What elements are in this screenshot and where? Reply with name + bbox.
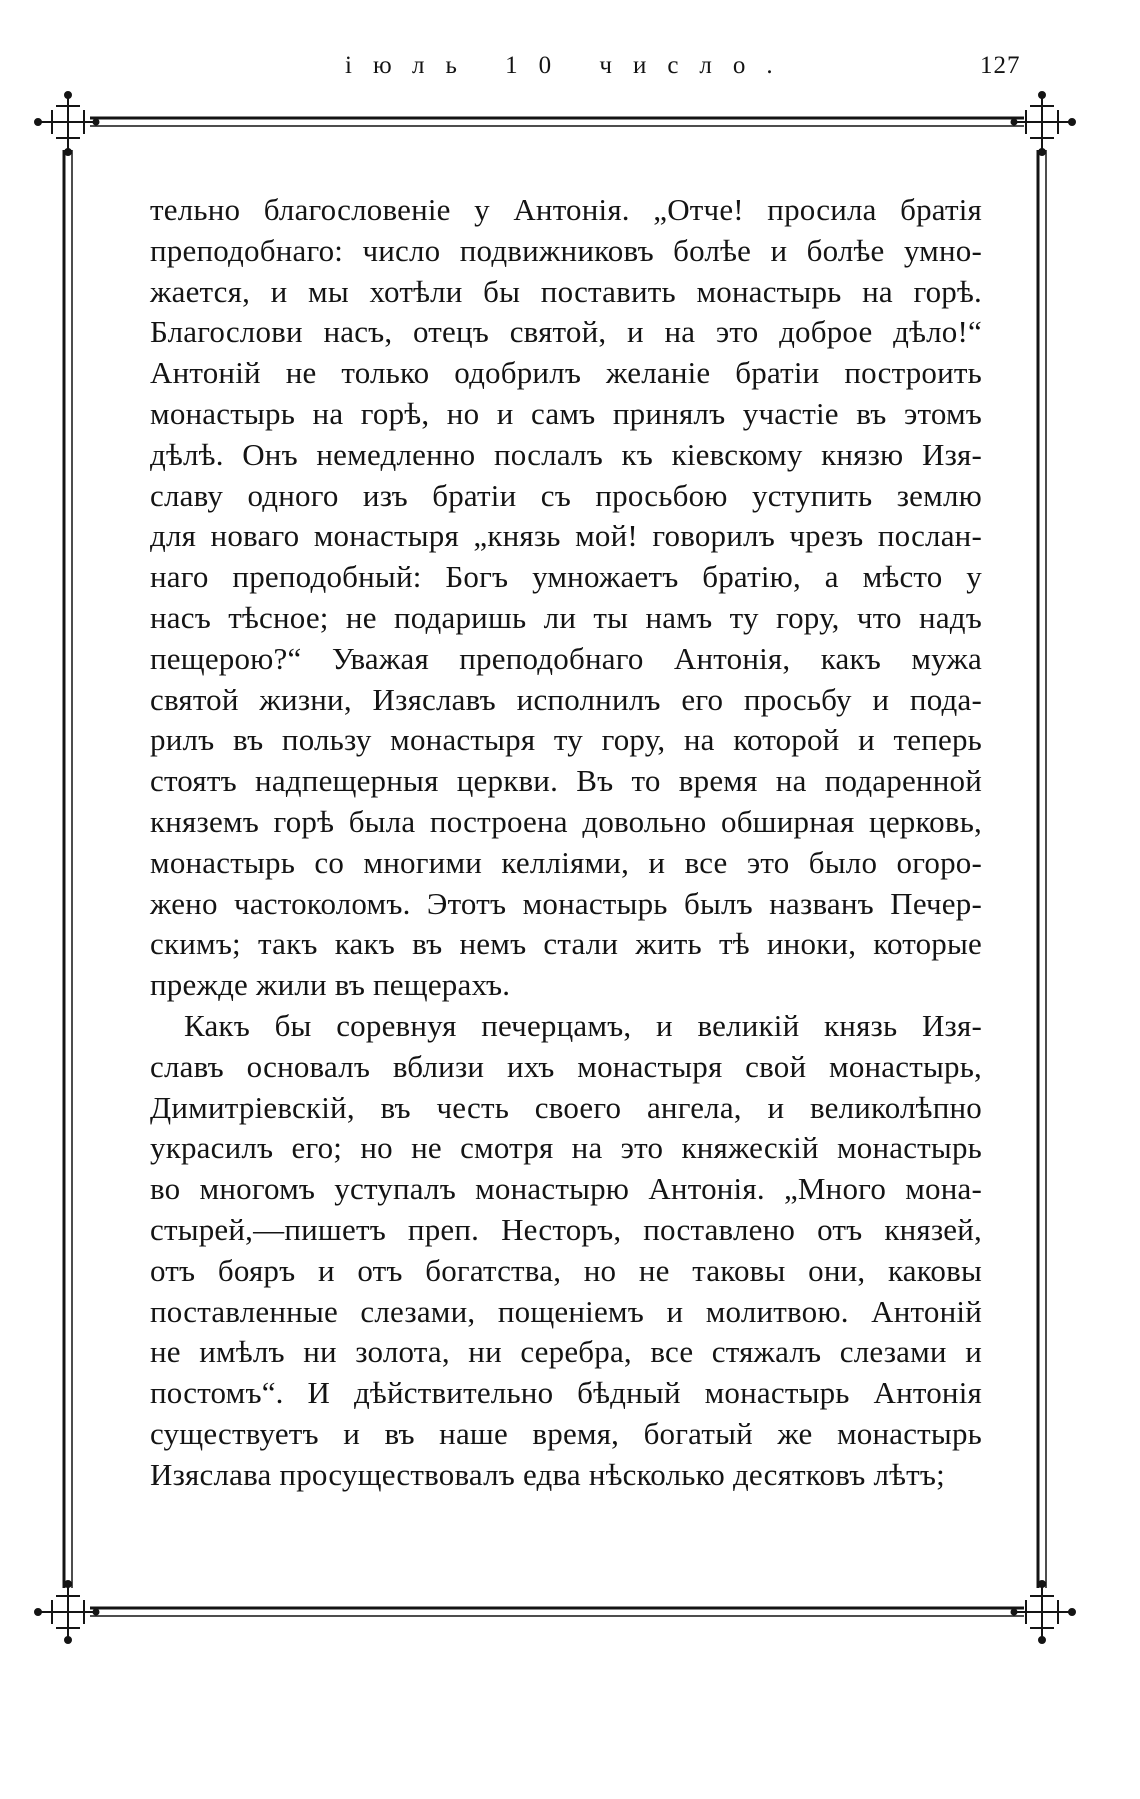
paragraph-1: [150, 190, 982, 1006]
text-line: для новаго монастыря „князь мой! говорилъ чрезъ послан-: [150, 518, 982, 554]
page-number: 127: [980, 52, 1021, 79]
paragraph-2: [150, 1006, 982, 1496]
body-text: [150, 190, 982, 1496]
text-line: жено частоколомъ. Этотъ монастырь былъ названъ Печер-: [150, 885, 982, 921]
text-line: жается, и мы хотѣли бы поставить монастырь на горѣ.: [150, 273, 982, 309]
text-line: славу одного изъ братіи съ просьбою уступить землю: [150, 477, 982, 513]
text-line: святой жизни, Изяславъ исполнилъ его просьбу и пода-: [150, 681, 982, 717]
text-line: Антоній не только одобрилъ желаніе братіи построить: [150, 355, 982, 391]
corner-ornament-top-right: [1012, 92, 1076, 155]
text-line: во многомъ уступалъ монастырю Антонія. „Много мона-: [150, 1171, 982, 1207]
text-line: прежде жили въ пещерахъ.: [150, 967, 511, 1003]
text-line: монастырь на горѣ, но и самъ принялъ участіе въ этомъ: [150, 395, 982, 431]
corner-ornament-bottom-left: [35, 1581, 99, 1643]
text-line: преподобнаго: число подвижниковъ болѣе и болѣе умно-: [150, 232, 982, 268]
text-line: славъ основалъ вблизи ихъ монастыря свой монастырь,: [150, 1048, 982, 1084]
text-line: поставленные слезами, пощеніемъ и молитвою. Антоній: [150, 1293, 982, 1329]
corner-ornament-bottom-right: [1012, 1581, 1076, 1643]
text-line: Изяслава просуществовалъ едва нѣсколько десятковъ лѣтъ;: [150, 1456, 945, 1492]
text-line: рилъ въ пользу монастыря ту гору, на которой и теперь: [150, 722, 982, 758]
text-line: насъ тѣсное; не подаришь ли ты намъ ту гору, что надъ: [150, 599, 982, 635]
text-line: стоятъ надпещерныя церкви. Въ то время на подаренной: [150, 763, 982, 799]
text-line: княземъ горѣ была построена довольно обширная церковь,: [150, 803, 982, 839]
text-line: монастырь со многими келліями, и все это было огоро-: [150, 844, 982, 880]
text-line: Благослови насъ, отецъ святой, и на это доброе дѣло!“: [150, 314, 982, 350]
running-title: іюль 10 число.: [345, 52, 794, 79]
text-line: стырей,—пишетъ преп. Несторъ, поставлено отъ князей,: [150, 1211, 982, 1247]
text-line: дѣлѣ. Онъ немедленно послалъ къ кіевскому князю Изя-: [150, 436, 982, 472]
text-line: Какъ бы соревнуя печерцамъ, и великій князь Изя-: [184, 1007, 982, 1043]
text-line: наго преподобный: Богъ умножаетъ братію, а мѣсто у: [150, 559, 982, 595]
text-line: постомъ“. И дѣйствительно бѣдный монастырь Антонія: [150, 1375, 982, 1411]
text-line: существуетъ и въ наше время, богатый же монастырь: [150, 1415, 982, 1451]
text-line: тельно благословеніе у Антонія. „Отче! просила братія: [150, 192, 982, 227]
text-line: не имѣлъ ни золота, ни серебра, все стяжалъ слезами и: [150, 1334, 982, 1370]
corner-ornament-top-left: [35, 92, 99, 155]
text-line: пещерою?“ Уважая преподобнаго Антонія, какъ мужа: [150, 640, 982, 676]
text-line: украсилъ его; но не смотря на это княжескій монастырь: [150, 1130, 982, 1166]
text-line: скимъ; такъ какъ въ немъ стали жить тѣ иноки, которые: [150, 926, 982, 962]
text-line: Димитріевскій, въ честь своего ангела, и великолѣпно: [150, 1089, 982, 1125]
text-line: отъ бояръ и отъ богатства, но не таковы они, каковы: [150, 1252, 982, 1288]
